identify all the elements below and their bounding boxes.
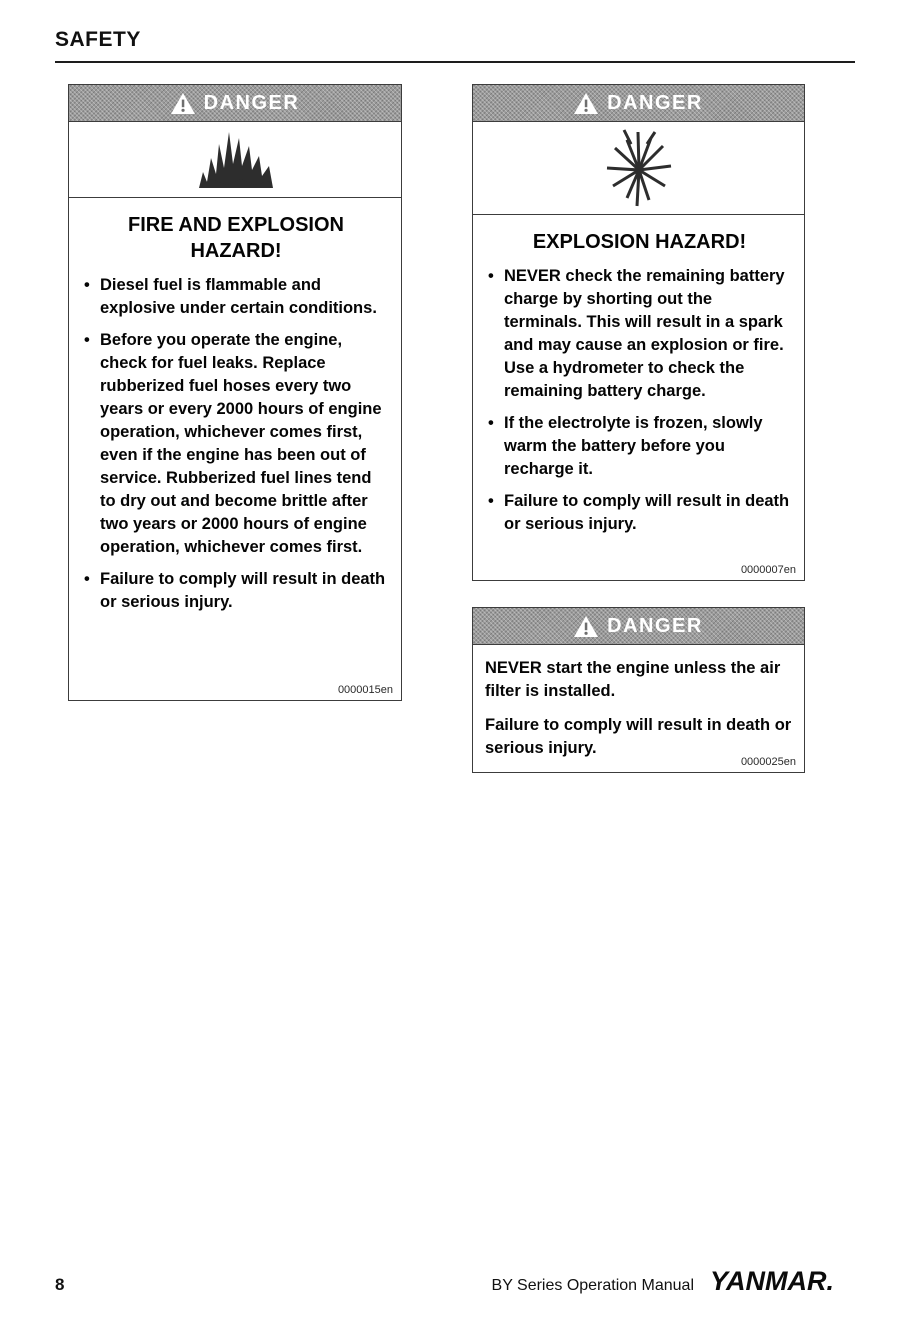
danger-header-bar (69, 85, 401, 122)
warning-paragraph: NEVER start the engine unless the air filter is installed. (485, 659, 781, 700)
hazard-title: EXPLOSION HAZARD! (532, 231, 747, 253)
yanmar-logo: YANMAR. (710, 1266, 834, 1296)
content-columns (68, 84, 805, 773)
footer-right (492, 1266, 834, 1297)
warning-paragraph: Failure to comply will result in death or serious injury. (485, 716, 792, 757)
fire-explosion-danger-box (68, 84, 402, 701)
section-header (55, 28, 855, 63)
label-code: 0000007en (740, 564, 796, 576)
fire-box-body (69, 198, 401, 631)
hazard-bullet-list (81, 274, 391, 614)
explosion-box-body (473, 215, 804, 553)
danger-label: DANGER (607, 91, 703, 114)
danger-header-bar (473, 608, 804, 645)
bullet-item: • Before you operate the engine, check for fuel leaks. Replace rubberized fuel hoses every two years or every 2000 hours of engine operation, whichever comes first, even if the engine has been out of service. Rubberized fuel lines tend to dry out and become brittle after two years or 2000 hours of engine operation, whichever comes first. (81, 329, 391, 559)
bullet-item: • Failure to comply will result in death or serious injury. (81, 568, 391, 614)
warning-triangle-icon (171, 93, 195, 114)
air-filter-danger-box (472, 607, 805, 773)
label-code: 0000025en (740, 756, 796, 768)
hazard-bullet-list (485, 265, 794, 536)
bullet-item: • Failure to comply will result in death or serious injury. (485, 490, 794, 536)
danger-label: DANGER (203, 91, 300, 114)
page-footer (55, 1266, 834, 1297)
right-column (472, 84, 805, 773)
footer-text: BY Series Operation Manual (491, 1277, 694, 1294)
danger-label: DANGER (607, 614, 703, 637)
bullet-item: • NEVER check the remaining battery charge by shorting out the terminals. This will result in a spark and may cause an explosion or fire. Use a hydrometer to check the remaining battery charge. (485, 265, 794, 403)
label-code: 0000015en (337, 684, 393, 696)
danger-header-bar (473, 85, 804, 122)
warning-triangle-icon (574, 616, 598, 637)
bullet-item: • If the electrolyte is frozen, slowly warm the battery before you recharge it. (485, 412, 794, 481)
explosion-icon (473, 122, 804, 215)
explosion-danger-box (472, 84, 805, 581)
hazard-title: FIRE AND EXPLOSION HAZARD! (128, 214, 344, 262)
page-title: SAFETY (55, 28, 141, 51)
page-number: 8 (55, 1275, 65, 1294)
left-column (68, 84, 402, 701)
header-rule (55, 61, 855, 63)
fire-icon (69, 122, 401, 198)
warning-triangle-icon (574, 93, 598, 114)
bullet-item: • Diesel fuel is flammable and explosive under certain conditions. (81, 274, 391, 320)
